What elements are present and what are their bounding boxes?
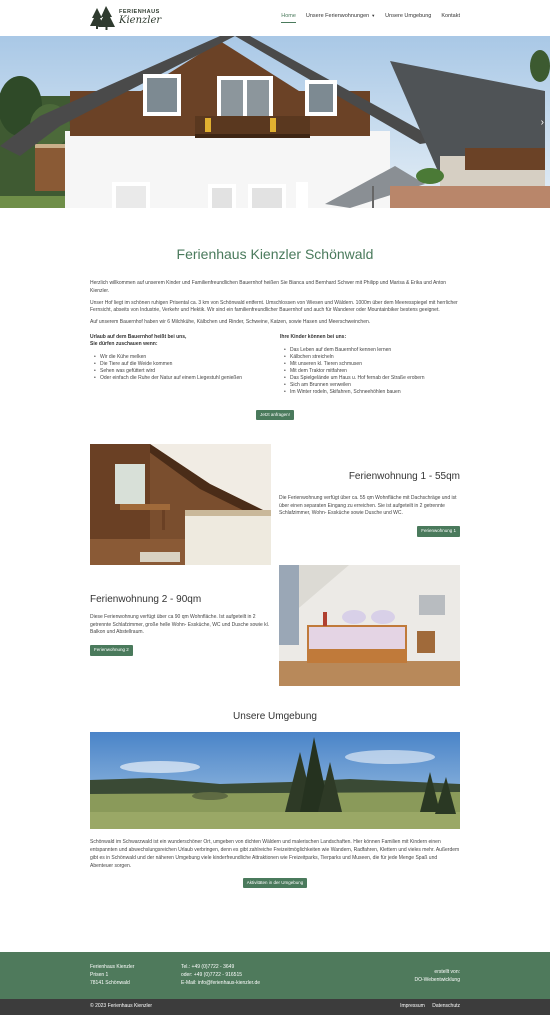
apartment-1-kitchen-image [90,444,271,565]
list-item: • Mit unseren kl. Tieren schmusen [286,361,460,368]
apartment-2-description: Diese Ferienwohnung verfügt über ca 90 qm Wohnfläche. Ist aufgeteilt in 2 getrennte Schlafzimmer, große helle Wohn- Essküche, WC und Dusche sowie kl. Balkon und Abstellraum. [90,613,270,636]
farm-activities-heading-1: Urlaub auf dem Bauernhof heißt bei uns, [90,333,187,340]
activities-button[interactable]: Aktivitäten in der Umgebung [243,878,308,889]
bottom-bar [0,999,550,1015]
site-footer [0,952,550,999]
surroundings-photo[interactable] [90,732,460,829]
fir-trees-icon [90,6,116,30]
hero-slider [0,36,550,208]
site-header [0,0,550,36]
footer-city: 78141 Schönwald [90,979,130,986]
nav-kontakt[interactable]: Kontakt [441,13,460,20]
impressum-link[interactable]: Impressum [400,1003,425,1010]
footer-phone-2[interactable]: oder: +49 (0)7722 - 916515 [181,971,243,978]
list-item: • Oder einfach die Ruhe der Natur auf einem Liegestuhl genießen [96,375,270,382]
surroundings-text: Schönwald im Schwarzwald ist ein wunderschöner Ort, umgeben von dichten Wäldern und malerischen Landschaften. Hier können Familien mit Kindern einen entspannten und abwechslungsreichen Urlaub verbringen, denn es gibt zahlreiche Freizeitmöglichkeiten wie Wandern, Radfahren, Klettern und vieles mehr. Außerdem gibt es in Schönwald und der näheren Umgebung viele kinderfreundliche Attraktionen wie Freizeitparks, Tierparks und Museen, die für jede Menge Spaß und Abenteuer sorgen. [90,838,460,869]
list-item: • Das Leben auf dem Bauernhof kennen lernen [286,347,460,354]
kids-activities-column [280,334,460,396]
footer-credit-link[interactable]: DO-Webentwicklung [414,976,460,983]
footer-credit-label: erstellt von: [434,969,460,975]
footer-email[interactable]: E-Mail: info@ferienhaus-kienzler.de [181,979,261,986]
logo-line1: FERIENHAUS [119,9,160,16]
apartment-1-button[interactable]: Ferienwohnung 1 [417,526,460,537]
datenschutz-link[interactable]: Datenschutz [432,1003,460,1010]
list-item: • Kälbchen streicheln [286,354,460,361]
footer-name: Ferienhaus Kienzler [90,964,135,970]
footer-contact [181,964,361,987]
apartment-2-bedroom-image [279,565,460,686]
list-item: • Das Spielgelände um Haus u. Hof fernab der Straße erobern [286,375,460,382]
list-item: • Sehen was gefüttert wird [96,368,270,375]
list-item: • Mit dem Traktor mitfahren [286,368,460,375]
black-forest-landscape-image [90,732,460,829]
footer-address [90,964,181,987]
apartment-2-title: Ferienwohnung 2 - 90qm [90,594,202,606]
nav-umgebung[interactable]: Unsere Umgebung [385,13,432,20]
slider-next-icon[interactable]: › [540,117,544,128]
list-item: • Im Winter rodeln, Skifahren, Schneehöhlen bauen [286,389,460,396]
footer-street: Prisen 1 [90,971,109,978]
apartment-2-button[interactable]: Ferienwohnung 2 [90,645,133,656]
footer-phone[interactable]: Tel.: +49 (0)7722 - 3649 [181,964,235,970]
nav-ferienwohnungen-label: Unsere Ferienwohnungen [305,13,370,20]
farmhouse-photo [0,36,550,208]
farm-activities-heading-2: Sie dürfen zuschauen wenn: [90,340,158,347]
caret-down-icon: ▼ [371,13,376,19]
farm-activities-column [90,334,270,396]
apartment-1-photo[interactable] [90,444,271,565]
list-item: • Die Tiere auf die Weide kommen [96,361,270,368]
logo-line2: Kienzler [119,14,162,26]
nav-ferienwohnungen[interactable] [306,13,375,23]
apartment-1-title: Ferienwohnung 1 - 55qm [348,471,460,483]
list-item: • Sich am Brunnen verweilen [286,382,460,389]
copyright: © 2023 Ferienhaus Kienzler [90,1003,153,1010]
intro-paragraph-3: Auf unserem Bauernhof haben wir 6 Milchkühe, Kälbchen und Rinder, Schweine, Katzen, sowie Hasen und Meerschweinchen. [90,319,371,326]
surroundings-title: Unsere Umgebung [233,711,317,723]
apartment-2-photo[interactable] [279,565,460,686]
main-nav [281,13,460,24]
list-item: • Wir die Kühe melken [96,354,270,361]
intro-paragraph-1: Herzlich willkommen auf unserem Kinder und Familienfreundlichen Bauernhof heißen Sie Bianca und Bernhard Schwer mit Philipp und Marisa & Erika und Anton Kienzler. [90,280,447,294]
footer-credit [361,964,460,987]
site-logo[interactable] [90,3,161,33]
apartment-1-description: Die Ferienwohnung verfügt über ca. 55 qm Wohnfläche mit Dachschräge und ist über einen separaten Eingang zu erreichen. Sie ist aufgeteilt in 2 getrennte Schlafzimmer, Wohn- Essküche sowie Dusche und WC. [279,494,457,517]
intro-paragraph-2: Unser Hof liegt im schönen ruhigen Prisental ca. 3 km von Schönwald entfernt. Umschlossen von Wiesen und Wäldern. 1000m über dem Meeresspiegel mit herrlicher Fernsicht, abseits von Industrie, Verkehr und Hektik. Wir sind ein familienfreundlicher Bauernhof und auch für Wanderer oder Mountainbiker bestens geeignet. [90,299,458,314]
page-title: Ferienhaus Kienzler Schönwald [176,246,374,262]
nav-home[interactable]: Home [281,13,296,24]
kids-activities-heading: Ihre Kinder können bei uns: [280,333,347,340]
inquire-button[interactable]: Jetzt anfragen! [256,410,294,421]
